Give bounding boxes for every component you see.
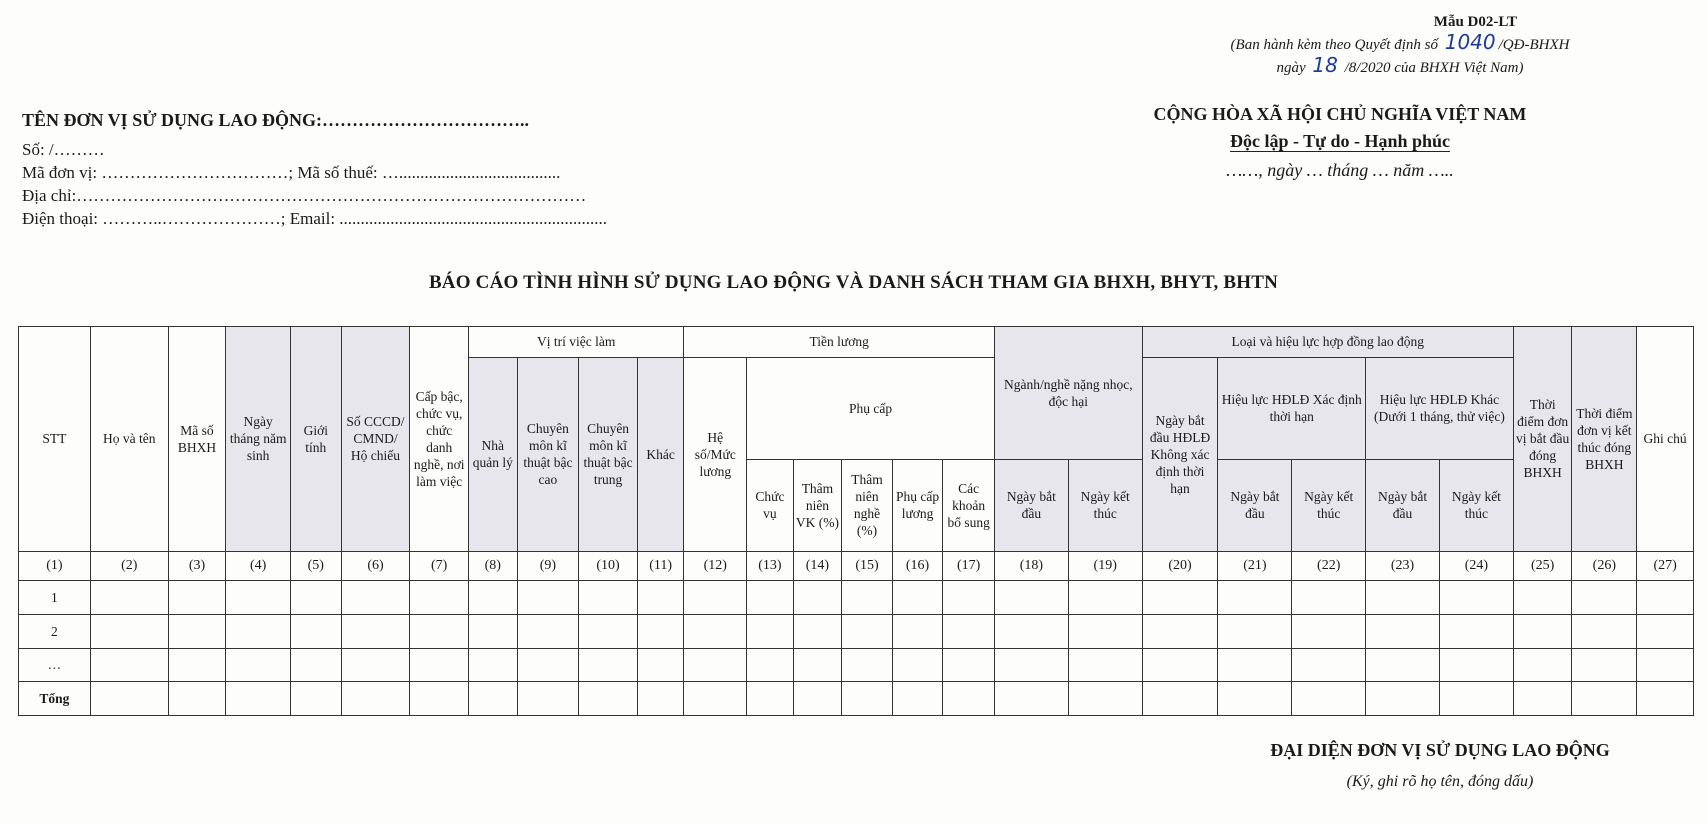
table-cell (1637, 614, 1694, 648)
table-cell (469, 614, 518, 648)
header-position-allowance: Chức vụ (747, 459, 794, 551)
column-number: (26) (1572, 551, 1637, 581)
table-cell (341, 614, 410, 648)
table-cell (517, 682, 579, 716)
header-hazard-end: Ngày kết thúc (1068, 459, 1142, 551)
form-code: Mẫu D02-LT (1433, 14, 1517, 30)
table-cell (1513, 581, 1572, 615)
unit-code-tax: Mã đơn vị: ……………………………; Mã số thuế: …...................................... (22, 163, 561, 182)
table-cell (1218, 614, 1292, 648)
row-index: 2 (19, 614, 91, 648)
table-cell (1142, 581, 1218, 615)
table-cell (517, 614, 579, 648)
table-cell (892, 614, 943, 648)
date-suffix: /8/2020 của BHXH Việt Nam) (1340, 60, 1524, 76)
issued-suffix: /QĐ-BHXH (1498, 37, 1570, 53)
column-number: (27) (1637, 551, 1694, 581)
header-job-position: Vị trí việc làm (469, 327, 684, 358)
table-cell (1292, 682, 1366, 716)
header-stt: STT (19, 327, 91, 552)
table-cell (341, 581, 410, 615)
header-fixed-term: Hiệu lực HĐLĐ Xác định thời hạn (1218, 357, 1366, 459)
column-number: (2) (90, 551, 168, 581)
header-full-name: Họ và tên (90, 327, 168, 552)
column-number: (3) (168, 551, 226, 581)
column-number: (12) (684, 551, 747, 581)
total-label: Tổng (19, 682, 91, 716)
table-row (19, 581, 1694, 615)
table-cell (291, 682, 342, 716)
header-fixed-end: Ngày kết thúc (1292, 459, 1366, 551)
signature-note: (Ký, ghi rõ họ tên, đóng dấu) (1346, 773, 1534, 790)
header-notes: Ghi chú (1637, 327, 1694, 552)
table-cell (1218, 648, 1292, 682)
header-other: Khác (637, 357, 684, 551)
table-cell (1292, 581, 1366, 615)
table-cell (747, 581, 794, 615)
column-number: (9) (517, 551, 579, 581)
column-number: (18) (994, 551, 1068, 581)
table-cell (793, 581, 842, 615)
column-number: (20) (1142, 551, 1218, 581)
address: Địa chỉ:……………………………………………………………………………… (22, 186, 587, 205)
motto (1110, 131, 1570, 152)
table-cell (1572, 648, 1637, 682)
header-salary: Tiền lương (684, 327, 995, 358)
table-cell (684, 581, 747, 615)
column-number: (15) (842, 551, 893, 581)
header-insurance-number: Mã số BHXH (168, 327, 226, 552)
table-cell (410, 682, 469, 716)
table-cell (1068, 682, 1142, 716)
table-cell (747, 614, 794, 648)
table-cell (1572, 581, 1637, 615)
labor-report-table (18, 326, 1694, 716)
table-cell (1366, 648, 1440, 682)
table-cell (1572, 682, 1637, 716)
table-cell (341, 648, 410, 682)
header-manager: Nhà quản lý (469, 357, 518, 551)
total-row (19, 682, 1694, 716)
table-cell (892, 581, 943, 615)
header-id-number: Số CCCD/ CMND/ Hộ chiếu (341, 327, 410, 552)
header-rank-position: Cấp bậc, chức vụ, chức danh nghề, nơi làm việc (410, 327, 469, 552)
table-cell (469, 682, 518, 716)
table-cell (1218, 682, 1292, 716)
table-cell (410, 614, 469, 648)
header-hazardous-job: Ngành/nghề nặng nhọc, độc hại (994, 327, 1142, 460)
table-cell (168, 648, 226, 682)
table-cell (1366, 581, 1440, 615)
table-cell (892, 682, 943, 716)
table-cell (1068, 581, 1142, 615)
table-cell (842, 682, 893, 716)
column-number: (22) (1292, 551, 1366, 581)
table-cell (226, 581, 291, 615)
table-cell (892, 648, 943, 682)
column-number: (11) (637, 551, 684, 581)
table-cell (1068, 648, 1142, 682)
table-cell (1513, 648, 1572, 682)
table-cell (1142, 648, 1218, 682)
table-cell (1142, 614, 1218, 648)
motto-text: Độc lập - Tự do - Hạnh phúc (1229, 131, 1451, 151)
table-cell (1637, 581, 1694, 615)
header-coefficient: Hệ số/Mức lương (684, 357, 747, 551)
table-cell (793, 648, 842, 682)
table-cell (637, 581, 684, 615)
table-cell (842, 581, 893, 615)
table-cell (684, 648, 747, 682)
column-number: (14) (793, 551, 842, 581)
row-index: … (19, 648, 91, 682)
table-cell (1439, 648, 1513, 682)
table-cell (994, 614, 1068, 648)
column-number: (7) (410, 551, 469, 581)
header-high-skill: Chuyên môn kĩ thuật bậc cao (517, 357, 579, 551)
table-cell (226, 648, 291, 682)
table-cell (1439, 581, 1513, 615)
form-issued-note (1150, 32, 1650, 78)
column-number: (24) (1439, 551, 1513, 581)
table-cell (994, 581, 1068, 615)
column-number: (21) (1218, 551, 1292, 581)
phone-email: Điện thoại: ………..…………………; Email: ............................................................... (22, 209, 608, 228)
document-number: Số: /……… (22, 140, 105, 159)
column-number: (6) (341, 551, 410, 581)
column-number: (4) (226, 551, 291, 581)
table-cell (341, 682, 410, 716)
table-cell (168, 614, 226, 648)
table-cell (793, 614, 842, 648)
header-contract: Loại và hiệu lực hợp đồng lao động (1142, 327, 1513, 358)
signature-block (1230, 740, 1650, 791)
header-seniority-vk: Thâm niên VK (%) (793, 459, 842, 551)
table-cell (168, 581, 226, 615)
table-cell (1439, 682, 1513, 716)
header-fixed-start: Ngày bắt đầu (1218, 459, 1292, 551)
table-cell (410, 581, 469, 615)
table-cell (291, 614, 342, 648)
table-cell (168, 682, 226, 716)
table-cell (1068, 614, 1142, 648)
table-cell (943, 648, 995, 682)
table-cell (1637, 682, 1694, 716)
header-other-contract: Hiệu lực HĐLĐ Khác (Dưới 1 tháng, thử việc) (1366, 357, 1514, 459)
table-cell (637, 682, 684, 716)
table-row (19, 614, 1694, 648)
table-cell (1292, 614, 1366, 648)
column-number: (8) (469, 551, 518, 581)
table-cell (842, 614, 893, 648)
column-number: (25) (1513, 551, 1572, 581)
date-line: ……, ngày … tháng … năm ….. (1226, 160, 1454, 180)
table-cell (579, 581, 638, 615)
decision-number-handwritten: 1040 (1444, 30, 1496, 54)
column-number: (13) (747, 551, 794, 581)
table-cell (793, 682, 842, 716)
table-cell (747, 648, 794, 682)
table-cell (291, 581, 342, 615)
table-cell (469, 648, 518, 682)
table-cell (90, 581, 168, 615)
table-cell (291, 648, 342, 682)
table-cell (842, 648, 893, 682)
issued-prefix: (Ban hành kèm theo Quyết định số (1230, 37, 1442, 53)
table-cell (1292, 648, 1366, 682)
table-cell (994, 648, 1068, 682)
table-cell (994, 682, 1068, 716)
header-gender: Giới tính (291, 327, 342, 552)
header-start-contribution: Thời điểm đơn vị bắt đầu đóng BHXH (1513, 327, 1572, 552)
table-cell (1439, 614, 1513, 648)
table-cell (747, 682, 794, 716)
table-cell (226, 682, 291, 716)
header-birth-date: Ngày tháng năm sinh (226, 327, 291, 552)
table-cell (1572, 614, 1637, 648)
header-additional: Các khoản bổ sung (943, 459, 995, 551)
table-cell (579, 648, 638, 682)
header-allowance: Phụ cấp (747, 357, 995, 459)
table-cell (637, 614, 684, 648)
header-salary-allowance: Phụ cấp lương (892, 459, 943, 551)
day-handwritten: 18 (1312, 53, 1338, 77)
column-number-row (19, 551, 1694, 581)
table-cell (90, 614, 168, 648)
column-number: (1) (19, 551, 91, 581)
header-end-contribution: Thời điểm đơn vị kết thúc đóng BHXH (1572, 327, 1637, 552)
column-number: (16) (892, 551, 943, 581)
table-cell (943, 682, 995, 716)
table-cell (517, 581, 579, 615)
table-cell (637, 648, 684, 682)
table-cell (1366, 614, 1440, 648)
table-cell (90, 682, 168, 716)
table-cell (517, 648, 579, 682)
column-number: (19) (1068, 551, 1142, 581)
signature-title: ĐẠI DIỆN ĐƠN VỊ SỬ DỤNG LAO ĐỘNG (1270, 740, 1610, 760)
table-cell (579, 614, 638, 648)
table-cell (1366, 682, 1440, 716)
table-cell (684, 682, 747, 716)
column-number: (10) (579, 551, 638, 581)
table-cell (1513, 682, 1572, 716)
header-mid-skill: Chuyên môn kĩ thuật bậc trung (579, 357, 638, 551)
row-index: 1 (19, 581, 91, 615)
report-title: BÁO CÁO TÌNH HÌNH SỬ DỤNG LAO ĐỘNG VÀ DANH SÁCH THAM GIA BHXH, BHYT, BHTN (428, 272, 1279, 293)
table-cell (410, 648, 469, 682)
header-hazard-start: Ngày bắt đầu (994, 459, 1068, 551)
header-indefinite-contract: Ngày bắt đầu HĐLĐ Không xác định thời hạn (1142, 357, 1218, 551)
table-cell (579, 682, 638, 716)
employer-title: TÊN ĐƠN VỊ SỬ DỤNG LAO ĐỘNG:…………………………….. (22, 110, 530, 130)
table-cell (1218, 581, 1292, 615)
table-cell (1513, 614, 1572, 648)
table-cell (226, 614, 291, 648)
table-cell (943, 581, 995, 615)
header-seniority-job: Thâm niên nghề (%) (842, 459, 893, 551)
table-cell (943, 614, 995, 648)
column-number: (5) (291, 551, 342, 581)
national-header (1110, 104, 1570, 181)
column-number: (23) (1366, 551, 1440, 581)
table-cell (90, 648, 168, 682)
header-other-end: Ngày kết thúc (1439, 459, 1513, 551)
table-cell (1142, 682, 1218, 716)
table-cell (684, 614, 747, 648)
column-number: (17) (943, 551, 995, 581)
table-cell (1637, 648, 1694, 682)
table-cell (469, 581, 518, 615)
table-row (19, 648, 1694, 682)
date-prefix: ngày (1276, 60, 1310, 76)
header-other-start: Ngày bắt đầu (1366, 459, 1440, 551)
country-name: CỘNG HÒA XÃ HỘI CHỦ NGHĨA VIỆT NAM (1153, 104, 1527, 124)
